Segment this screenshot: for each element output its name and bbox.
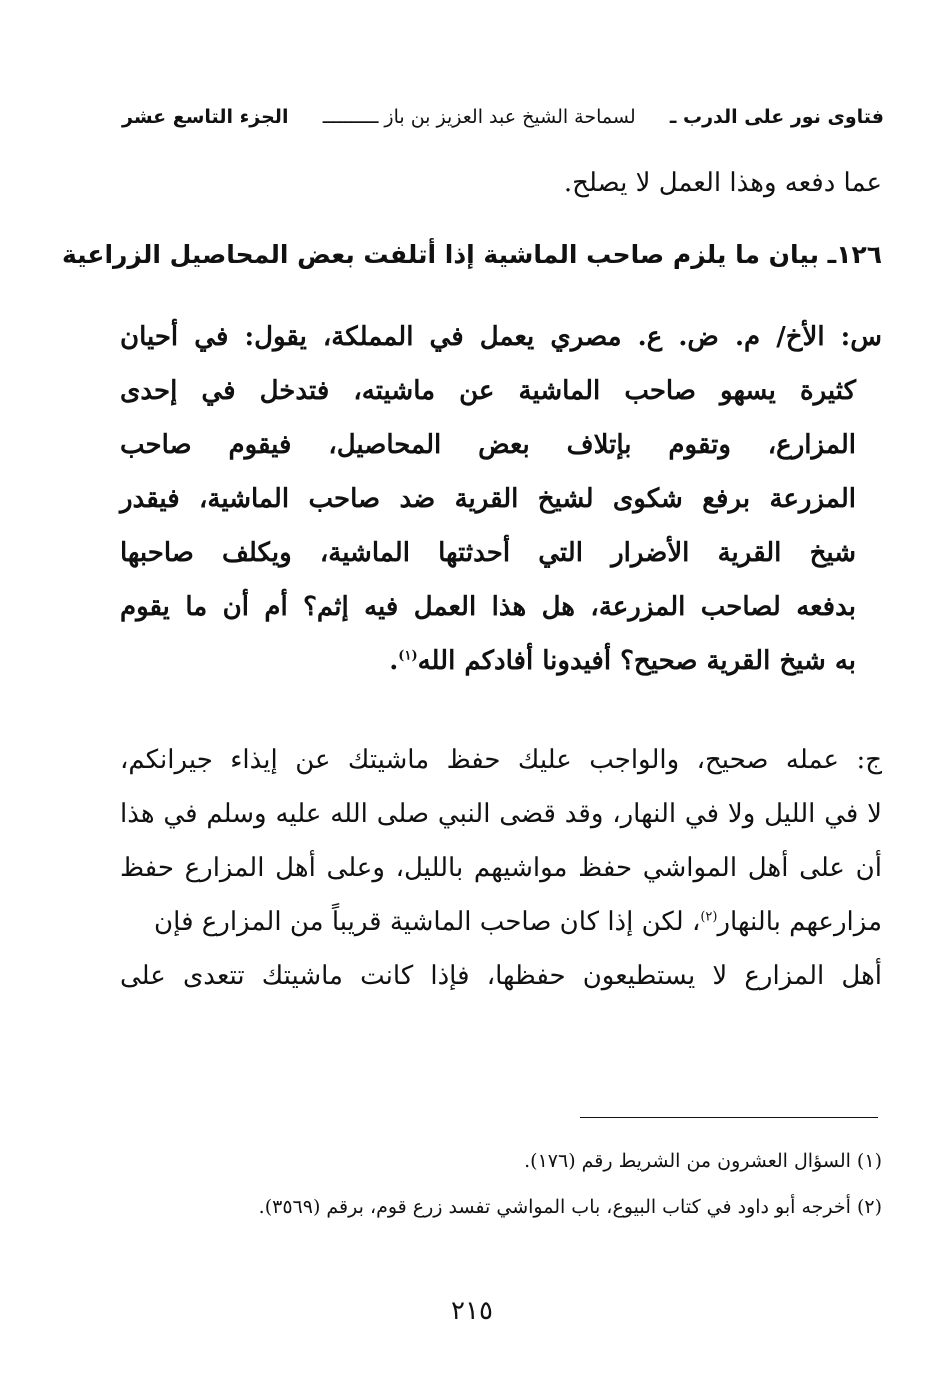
question-line: المزارع، وتقوم بإتلاف بعض المحاصيل، فيقوم صاحب [120, 430, 856, 460]
period: . [389, 646, 399, 676]
page-number: ٢١٥ [451, 1296, 493, 1326]
answer-text: ، لكن إذا كان صاحب الماشية قريباً من المزارع فإن [154, 907, 701, 937]
running-header [122, 106, 884, 128]
question-line: شيخ القرية الأضرار التي أحدثتها الماشية، ويكلف صاحبها [120, 538, 856, 568]
footnote-ref: (٢) [700, 909, 718, 925]
footnote-ref: (١) [398, 648, 418, 664]
question-line: س: الأخ/ م. ض. ع. مصري يعمل في المملكة، يقول: في أحيان [120, 322, 882, 352]
section-title: ١٢٦ـ بيان ما يلزم صاحب الماشية إذا أتلفت بعض المحاصيل الزراعية [62, 240, 882, 269]
answer-line: أهل المزارع لا يستطيعون حفظها، فإذا كانت ماشيتك تتعدى على [120, 961, 882, 991]
answer-line: أن على أهل المواشي حفظ مواشيهم بالليل، وعلى أهل المزارع حفظ [120, 853, 882, 883]
question-last-text: به شيخ القرية صحيح؟ أفيدونا أفادكم الله [417, 646, 856, 676]
answer-line [120, 907, 882, 937]
answer-text: مزارعهم بالنهار [717, 907, 882, 937]
question-line: كثيرة يسهو صاحب الماشية عن ماشيته، فتدخل في إحدى [120, 376, 856, 406]
book-title: فتاوى نور على الدرب ـ [669, 106, 884, 128]
answer-line: ج: عمله صحيح، والواجب عليك حفظ ماشيتك عن إيذاء جيرانكم، [120, 745, 882, 775]
question-line: بدفعه لصاحب المزرعة، هل هذا العمل فيه إثم؟ أم أن ما يقوم [120, 592, 856, 622]
footnote-divider [580, 1117, 878, 1118]
answer-line: لا في الليل ولا في النهار، وقد قضى النبي صلى الله عليه وسلم في هذا [120, 799, 882, 829]
continuation-text: عما دفعه وهذا العمل لا يصلح. [563, 168, 882, 198]
question-line: المزرعة برفع شكوى لشيخ القرية ضد صاحب الماشية، فيقدر [120, 484, 856, 514]
question-line [389, 646, 856, 676]
author: لسماحة الشيخ عبد العزيز بن باز ــــــــــ [322, 106, 636, 128]
footnote: (١) السؤال العشرون من الشريط رقم (١٧٦). [524, 1150, 882, 1172]
footnote: (٢) أخرجه أبو داود في كتاب البيوع، باب المواشي تفسد زرع قوم، برقم (٣٥٦٩). [258, 1196, 882, 1218]
volume: الجزء التاسع عشر [122, 106, 289, 128]
